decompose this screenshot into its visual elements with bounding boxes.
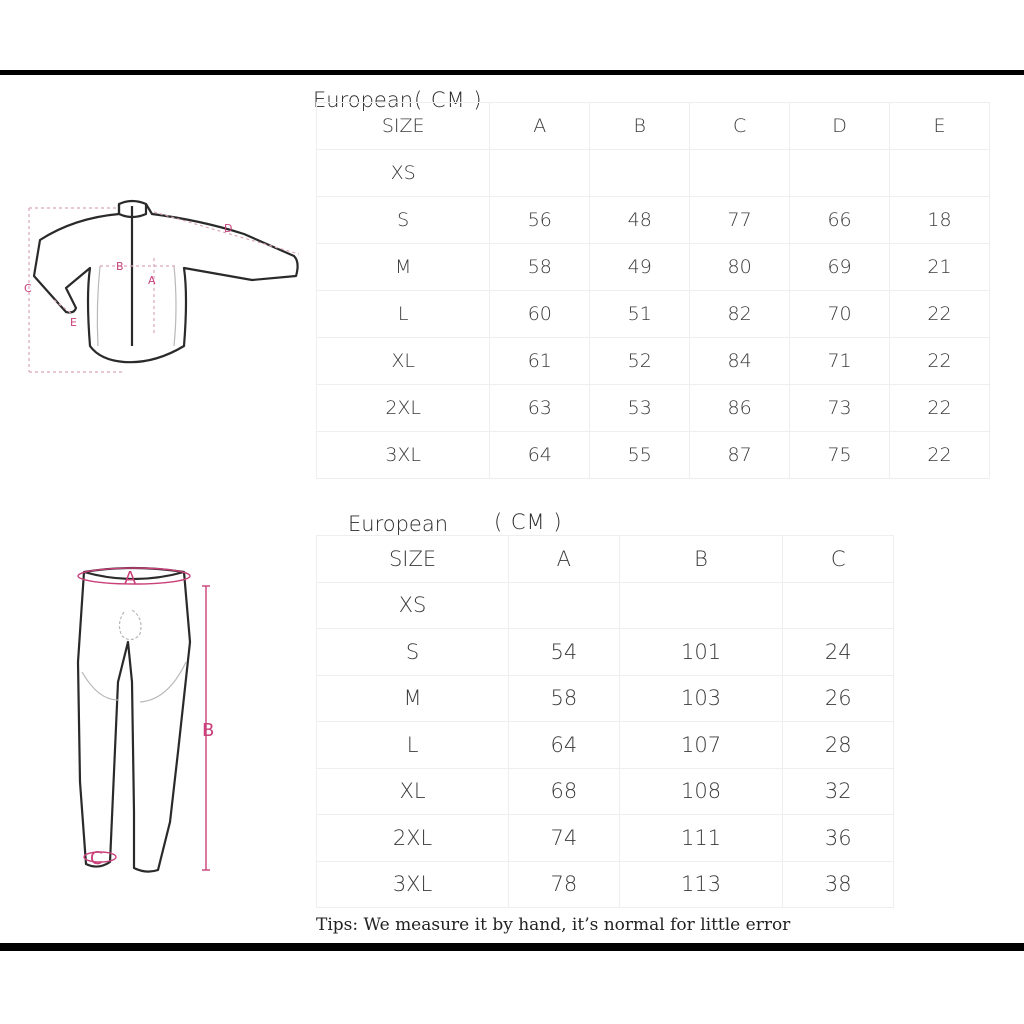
measurement-cell [619,582,783,629]
jersey-header-cell: B [590,103,690,150]
size-cell: L [317,722,509,769]
measurement-tips: Tips: We measure it by hand, it’s normal for little error [316,915,791,935]
measurement-cell: 64 [509,722,620,769]
size-cell: M [317,675,509,722]
bottom-border [0,943,1024,951]
table-row [317,338,990,385]
measurement-cell [509,582,620,629]
measurement-cell: 74 [509,815,620,862]
top-border [0,70,1024,75]
pants-header-cell: SIZE [317,536,509,583]
measurement-cell: 22 [890,338,990,385]
measurement-cell: 60 [490,291,590,338]
measurement-cell: 84 [690,338,790,385]
table-row [317,244,990,291]
measurement-cell: 69 [790,244,890,291]
measurement-cell: 52 [590,338,690,385]
size-cell: XS [317,150,490,197]
measurement-cell: 48 [590,197,690,244]
jersey-label-e: E [70,316,77,329]
table-row [317,861,894,908]
measurement-cell: 101 [619,629,783,676]
pants-header-cell: C [783,536,894,583]
pants-header-cell: A [509,536,620,583]
pants-size-table [316,535,894,908]
measurement-cell: 28 [783,722,894,769]
jersey-header-cell: A [490,103,590,150]
jersey-label-b: B [116,260,124,273]
measurement-cell: 22 [890,291,990,338]
size-cell: 2XL [317,815,509,862]
measurement-cell: 77 [690,197,790,244]
measurement-cell: 80 [690,244,790,291]
table-row [317,722,894,769]
measurement-cell: 111 [619,815,783,862]
measurement-cell [590,150,690,197]
pants-header-cell: B [619,536,783,583]
table-row [317,197,990,244]
jersey-size-table [316,102,990,479]
measurement-cell: 54 [509,629,620,676]
pants-label-b: B [202,720,215,741]
measurement-cell [490,150,590,197]
jersey-diagram [24,196,309,381]
size-cell: 2XL [317,385,490,432]
table-row [317,385,990,432]
size-cell: S [317,197,490,244]
table-row [317,432,990,479]
measurement-cell: 78 [509,861,620,908]
size-cell: XS [317,582,509,629]
table-row [317,675,894,722]
measurement-cell: 58 [490,244,590,291]
jersey-header-cell: E [890,103,990,150]
jersey-header-cell: C [690,103,790,150]
table-row [317,768,894,815]
pants-table-title: European [348,512,449,536]
measurement-cell [890,150,990,197]
jersey-label-c: C [24,282,32,295]
measurement-cell: 68 [509,768,620,815]
measurement-cell: 26 [783,675,894,722]
measurement-cell: 53 [590,385,690,432]
measurement-cell: 49 [590,244,690,291]
pants-label-a: A [124,568,137,589]
jersey-header-row [317,103,990,150]
size-cell: 3XL [317,432,490,479]
measurement-cell [790,150,890,197]
measurement-cell: 86 [690,385,790,432]
jersey-header-cell: SIZE [317,103,490,150]
jersey-label-a: A [148,274,156,287]
size-cell: M [317,244,490,291]
pants-diagram [60,552,230,882]
size-cell: XL [317,338,490,385]
measurement-cell [783,582,894,629]
table-row [317,582,894,629]
table-row [317,150,990,197]
measurement-cell: 24 [783,629,894,676]
measurement-cell: 36 [783,815,894,862]
measurement-cell: 55 [590,432,690,479]
measurement-cell: 56 [490,197,590,244]
measurement-cell: 21 [890,244,990,291]
measurement-cell: 108 [619,768,783,815]
measurement-cell: 103 [619,675,783,722]
jersey-header-cell: D [790,103,890,150]
measurement-cell: 87 [690,432,790,479]
measurement-cell: 82 [690,291,790,338]
measurement-cell: 107 [619,722,783,769]
measurement-cell: 18 [890,197,990,244]
size-cell: S [317,629,509,676]
measurement-cell: 22 [890,432,990,479]
measurement-cell: 32 [783,768,894,815]
size-cell: 3XL [317,861,509,908]
size-cell: L [317,291,490,338]
measurement-cell: 61 [490,338,590,385]
table-row [317,815,894,862]
measurement-cell: 58 [509,675,620,722]
jersey-unit-label: ( CM ) [414,88,483,112]
measurement-cell: 73 [790,385,890,432]
pants-label-c: C [90,848,103,869]
measurement-cell: 38 [783,861,894,908]
jersey-label-d: D [224,222,233,235]
pants-header-row [317,536,894,583]
measurement-cell: 66 [790,197,890,244]
jersey-table-title: European [313,88,414,112]
measurement-cell: 71 [790,338,890,385]
table-row [317,629,894,676]
measurement-cell: 64 [490,432,590,479]
measurement-cell: 113 [619,861,783,908]
measurement-cell [690,150,790,197]
measurement-cell: 22 [890,385,990,432]
size-cell: XL [317,768,509,815]
measurement-cell: 75 [790,432,890,479]
table-row [317,291,990,338]
measurement-cell: 70 [790,291,890,338]
pants-unit-label: ( CM ) [494,510,563,534]
measurement-cell: 51 [590,291,690,338]
measurement-cell: 63 [490,385,590,432]
